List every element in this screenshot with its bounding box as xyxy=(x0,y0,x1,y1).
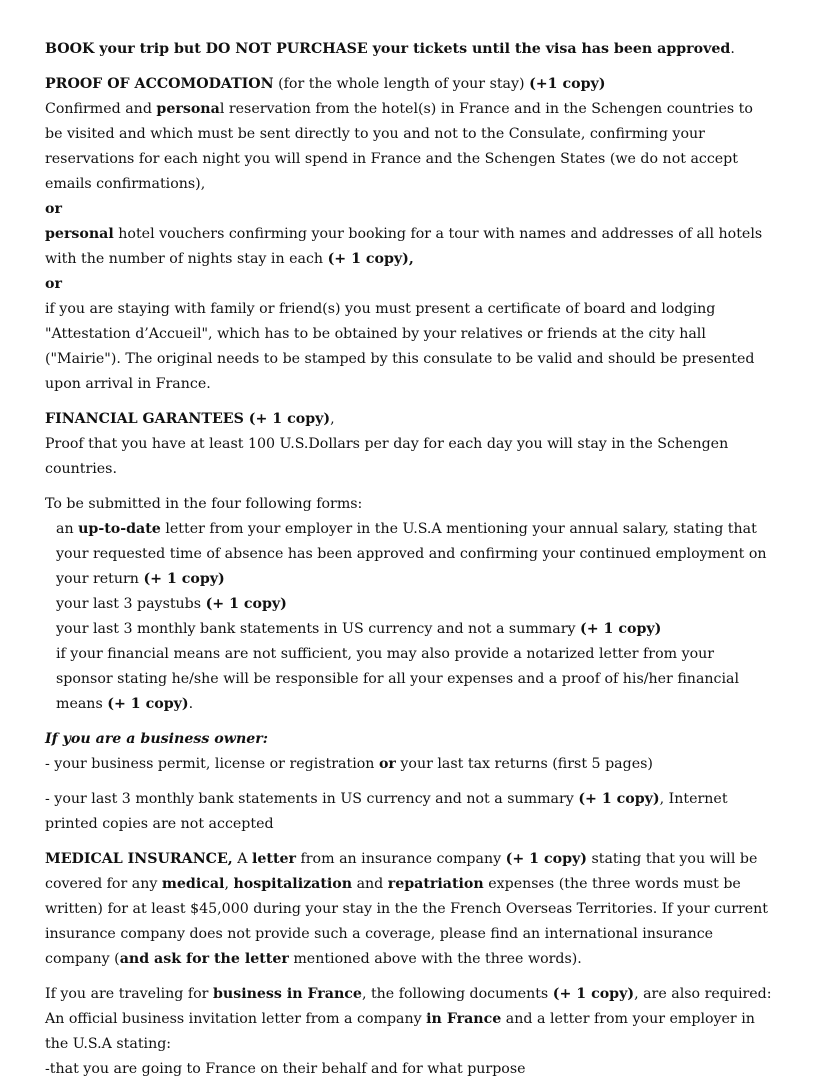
financial-form-item-3 xyxy=(45,617,772,642)
medical-t1: A xyxy=(232,851,252,867)
business-owner-p1-a: - your business permit, license or registration xyxy=(45,756,379,772)
intro-warning: BOOK your trip but DO NOT PURCHASE your tickets until the visa has been approved xyxy=(45,41,731,57)
medical-section xyxy=(45,847,772,972)
medical-t5: and xyxy=(352,876,388,892)
intro-paragraph xyxy=(45,37,772,62)
accommodation-or-2: or xyxy=(45,276,62,292)
business-france-line-3: -that you are going to France on their behalf and for what purpose xyxy=(45,1061,526,1077)
business-owner-section-2 xyxy=(45,787,772,837)
accommodation-heading-copy: (+1 copy) xyxy=(529,76,606,92)
business-owner-p2-a: - your last 3 monthly bank statements in US currency and not a summary xyxy=(45,791,579,807)
financial-forms xyxy=(45,492,772,717)
medical-t6: expenses (the three words must be written) for at least $45,000 during your stay in the the French Overseas Territories. If your current insurance company does not provide such a coverage, please find an international insurance company ( xyxy=(45,876,769,967)
accommodation-heading-note: (for the whole length of your stay) xyxy=(273,76,530,92)
financial-paragraph-1: Proof that you have at least 100 U.S.Dollars per day for each day you will stay in the Schengen countries. xyxy=(45,436,729,477)
medical-w3: repatriation xyxy=(387,876,484,892)
medical-t3: stating that you will be covered for any xyxy=(45,851,758,892)
business-owner-item-1 xyxy=(45,752,772,777)
business-france-b1: business in France xyxy=(212,986,362,1002)
intro-period: . xyxy=(730,41,735,57)
form-item-1-c: letter from your employer in the U.S.A mentioning your annual salary, stating that your requested time of absence has been approved and confirming your continued employment on your return xyxy=(56,521,767,587)
medical-t2: from an insurance company xyxy=(296,851,506,867)
accommodation-heading: PROOF OF ACCOMODATION xyxy=(45,76,274,92)
accommodation-paragraph-3: if you are staying with family or friend(s) you must present a certificate of board and lodging "Attestation d’Accueil", which has to be obtained by your relatives or friends at the city hall ("Mairie"). The original needs to be stamped by this consulate to be valid and should be presented upon arrival in France. xyxy=(45,301,755,392)
financial-heading-line xyxy=(45,407,772,432)
business-owner-p2-b: (+ 1 copy) xyxy=(578,791,660,807)
form-item-1-d: (+ 1 copy) xyxy=(143,571,225,587)
business-france-l2-b: in France xyxy=(426,1011,502,1027)
business-owner-section xyxy=(45,727,772,777)
form-item-1-a: an xyxy=(56,521,79,537)
medical-w2: hospitalization xyxy=(233,876,353,892)
business-owner-p1-b: or xyxy=(378,756,396,772)
medical-copy: (+ 1 copy) xyxy=(505,851,587,867)
financial-heading-tail: , xyxy=(330,411,335,427)
medical-t4: , xyxy=(224,876,234,892)
business-france-line-2 xyxy=(45,1007,772,1057)
business-owner-heading: If you are a business owner: xyxy=(45,731,269,747)
medical-heading: MEDICAL INSURANCE, xyxy=(45,851,233,867)
accommodation-p2-b: hotel vouchers confirming your booking for a tour with names and addresses of all hotels with the number of nights stay in each xyxy=(45,226,763,267)
accommodation-p1-b: persona xyxy=(156,101,220,117)
accommodation-paragraph-1 xyxy=(45,97,772,197)
business-owner-p1-c: your last tax returns (first 5 pages) xyxy=(395,756,653,772)
accommodation-p2-a: personal xyxy=(45,226,114,242)
business-france-t3: , are also required: xyxy=(634,986,772,1002)
form-item-4-b: (+ 1 copy) xyxy=(107,696,189,712)
business-france-t2: , the following documents xyxy=(361,986,553,1002)
financial-form-item-2 xyxy=(45,592,772,617)
financial-section xyxy=(45,407,772,482)
business-france-l2-a: An official business invitation letter from a company xyxy=(45,1011,427,1027)
financial-form-item-4 xyxy=(45,642,772,717)
accommodation-heading-line xyxy=(45,72,772,97)
business-france-line-1 xyxy=(45,982,772,1007)
business-france-l2-c: and a letter from your employer in the U.S.A stating: xyxy=(45,1011,755,1052)
medical-letter: letter xyxy=(251,851,297,867)
business-france-copy: (+ 1 copy) xyxy=(552,986,635,1002)
form-item-3-b: (+ 1 copy) xyxy=(580,621,662,637)
medical-t7: mentioned above with the three words). xyxy=(288,951,582,967)
financial-form-item-1 xyxy=(45,517,772,592)
medical-ask: and ask for the letter xyxy=(119,951,289,967)
accommodation-p1-c: l reservation from the hotel(s) in France and in the Schengen countries to be visited and which must be sent directly to you and not to the Consulate, confirming your reservations for each night you will spend in France and the Schengen States (we do not accept emails confirmations), xyxy=(45,101,753,192)
form-item-2-a: your last 3 paystubs xyxy=(56,596,206,612)
accommodation-or-1: or xyxy=(45,201,62,217)
business-owner-p2-c: , Internet printed copies are not accepted xyxy=(45,791,728,832)
financial-forms-intro: To be submitted in the four following forms: xyxy=(45,496,363,512)
business-france-t1: If you are traveling for xyxy=(45,986,213,1002)
form-item-4-c: . xyxy=(188,696,194,712)
form-item-2-b: (+ 1 copy) xyxy=(205,596,287,612)
form-item-3-a: your last 3 monthly bank statements in US currency and not a summary xyxy=(56,621,581,637)
medical-w1: medical xyxy=(161,876,225,892)
financial-heading: FINANCIAL GARANTEES (+ 1 copy) xyxy=(45,411,331,427)
business-owner-item-2 xyxy=(45,787,772,837)
accommodation-p1-a: Confirmed and xyxy=(45,101,157,117)
form-item-1-b: up-to-date xyxy=(78,521,161,537)
business-france-section xyxy=(45,982,772,1082)
accommodation-p2-c: (+ 1 copy), xyxy=(327,251,414,267)
form-item-4-a: if your financial means are not sufficient, you may also provide a notarized letter from your sponsor stating he/she will be responsible for all your expenses and a proof of his/her financial means xyxy=(56,646,740,712)
accommodation-section xyxy=(45,72,772,397)
accommodation-paragraph-2 xyxy=(45,222,772,272)
